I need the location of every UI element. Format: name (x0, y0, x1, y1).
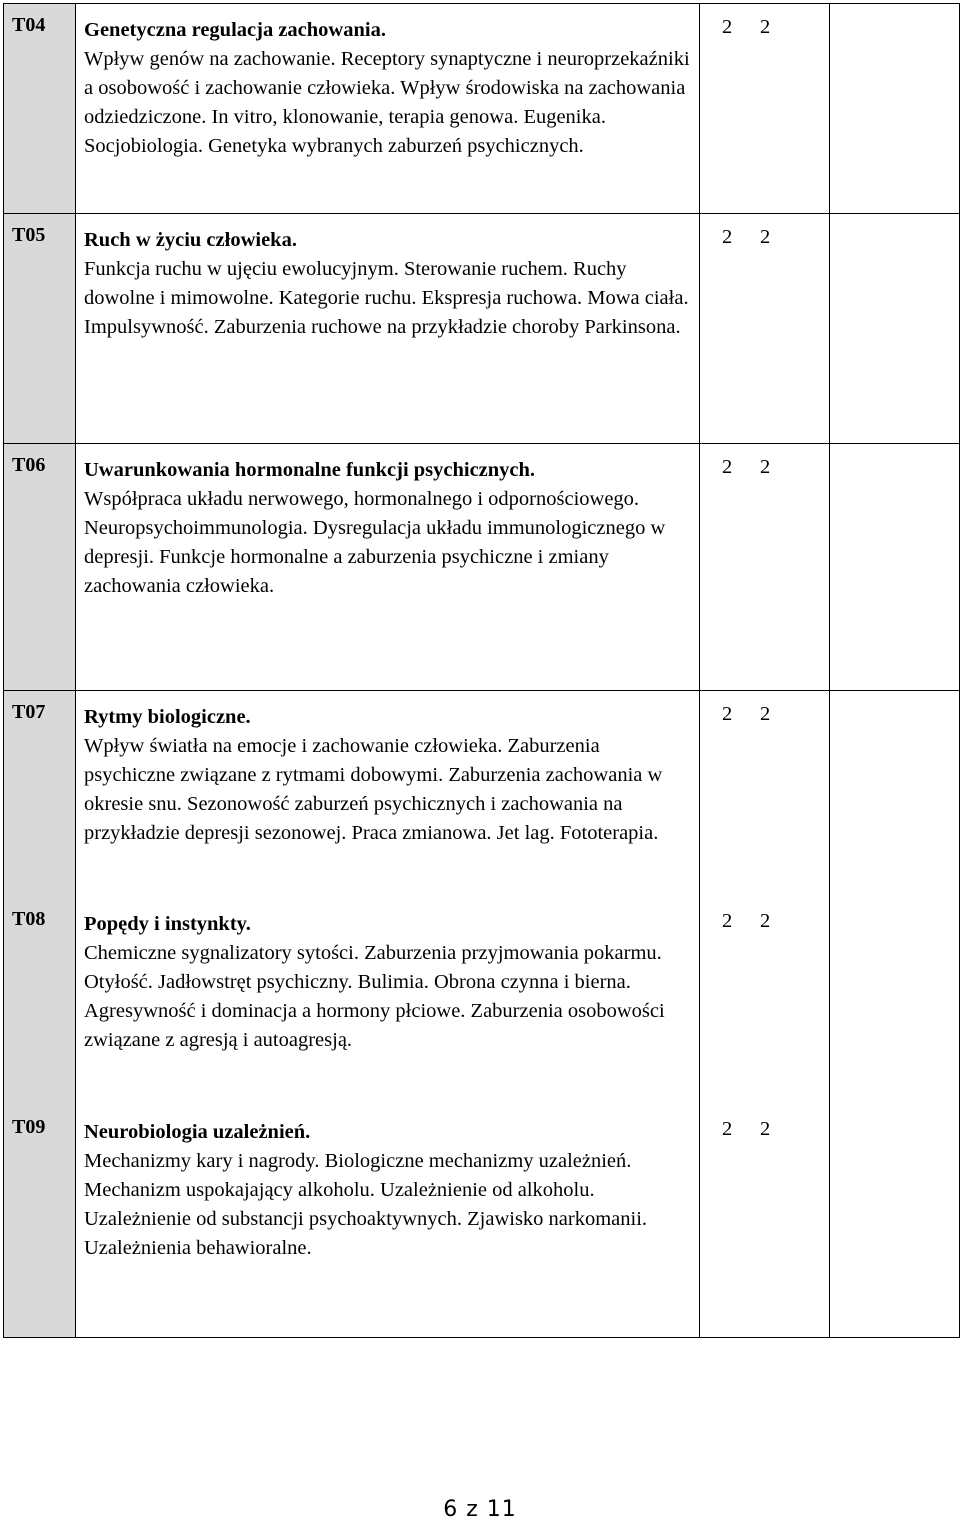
hours-value-a: 2 (722, 226, 733, 248)
topic-code: T09 (4, 1106, 76, 1338)
hours-value-b: 2 (760, 1117, 771, 1140)
topic-hours (700, 691, 830, 898)
topic-content (76, 4, 700, 214)
topic-description: Wpływ genów na zachowanie. Receptory synaptyczne i neuroprzekaźniki a osobowość i zachowanie człowieka. Wpływ środowiska na zachowania odziedziczone. In vitro, klonowanie, terapia genowa. Eugenika. Socjobiologia. Genetyka wybranych zaburzeń psychicznych. (84, 48, 690, 157)
hours-value-a: 2 (722, 909, 733, 932)
topic-hours (700, 1106, 830, 1338)
topic-hours (700, 898, 830, 1106)
hours-value-b: 2 (760, 456, 771, 478)
topic-code: T04 (4, 4, 76, 214)
topic-row-t08 (4, 898, 960, 1106)
hours-value-a: 2 (722, 1117, 733, 1140)
topic-title: Rytmy biologiczne. (84, 706, 251, 728)
topic-code: T07 (4, 691, 76, 898)
topic-description: Współpraca układu nerwowego, hormonalnego i odpornościowego. Neuropsychoimmunologia. Dysregulacja układu immunologicznego w depresji. Funkcje hormonalne a zaburzenia psychiczne i zmiany zachowania człowieka. (84, 488, 666, 597)
empty-cell (830, 691, 960, 898)
topic-code: T06 (4, 444, 76, 691)
topic-hours (700, 4, 830, 214)
topic-code: T05 (4, 214, 76, 444)
topic-description: Chemiczne sygnalizatory sytości. Zaburzenia przyjmowania pokarmu. Otyłość. Jadłowstręt psychiczny. Bulimia. Obrona czynna i bierna. Agresywność i dominacja a hormony płciowe. Zaburzenia osobowości związane z agresją i autoagresją. (84, 941, 665, 1051)
topic-row-t06 (4, 444, 960, 691)
hours-value-b: 2 (760, 226, 771, 248)
hours-value-b: 2 (760, 703, 771, 725)
topic-description: Funkcja ruchu w ujęciu ewolucyjnym. Sterowanie ruchem. Ruchy dowolne i mimowolne. Kategorie ruchu. Ekspresja ruchowa. Mowa ciała. Impulsywność. Zaburzenia ruchowe na przykładzie choroby Parkinsona. (84, 258, 689, 338)
topic-description: Mechanizmy kary i nagrody. Biologiczne mechanizmy uzależnień. Mechanizm uspokajający alkoholu. Uzależnienie od alkoholu. Uzależnienie od substancji psychoaktywnych. Zjawisko narkomanii. Uzależnienia behawioralne. (84, 1149, 648, 1259)
topic-row-t07 (4, 691, 960, 898)
empty-cell (830, 214, 960, 444)
empty-cell (830, 898, 960, 1106)
topic-code: T08 (4, 898, 76, 1106)
topic-hours (700, 214, 830, 444)
hours-value-b: 2 (760, 909, 771, 932)
page-number: 6 z 11 (443, 1497, 517, 1522)
topic-content (76, 1106, 700, 1338)
hours-value-a: 2 (722, 703, 733, 725)
empty-cell (830, 4, 960, 214)
topic-description: Wpływ światła na emocje i zachowanie człowieka. Zaburzenia psychiczne związane z rytmami dobowymi. Zaburzenia zachowania w okresie snu. Sezonowość zaburzeń psychicznych i zachowania na przykładzie depresji sezonowej. Praca zmianowa. Jet lag. Fototerapia. (84, 735, 663, 844)
topic-row-t05 (4, 214, 960, 444)
topic-row-t04 (4, 4, 960, 214)
topic-title: Genetyczna regulacja zachowania. (84, 19, 386, 41)
topic-content (76, 444, 700, 691)
topic-hours (700, 444, 830, 691)
topic-title: Ruch w życiu człowieka. (84, 229, 297, 251)
topic-title: Neurobiologia uzależnień. (84, 1120, 311, 1143)
topic-content (76, 214, 700, 444)
hours-value-a: 2 (722, 456, 733, 478)
topic-content (76, 898, 700, 1106)
topic-row-t09 (4, 1106, 960, 1338)
topic-title: Popędy i instynkty. (84, 912, 251, 935)
hours-value-b: 2 (760, 16, 771, 38)
empty-cell (830, 1106, 960, 1338)
topic-content (76, 691, 700, 898)
empty-cell (830, 444, 960, 691)
topics-table (3, 3, 960, 1338)
hours-value-a: 2 (722, 16, 733, 38)
topic-title: Uwarunkowania hormonalne funkcji psychicznych. (84, 459, 536, 481)
